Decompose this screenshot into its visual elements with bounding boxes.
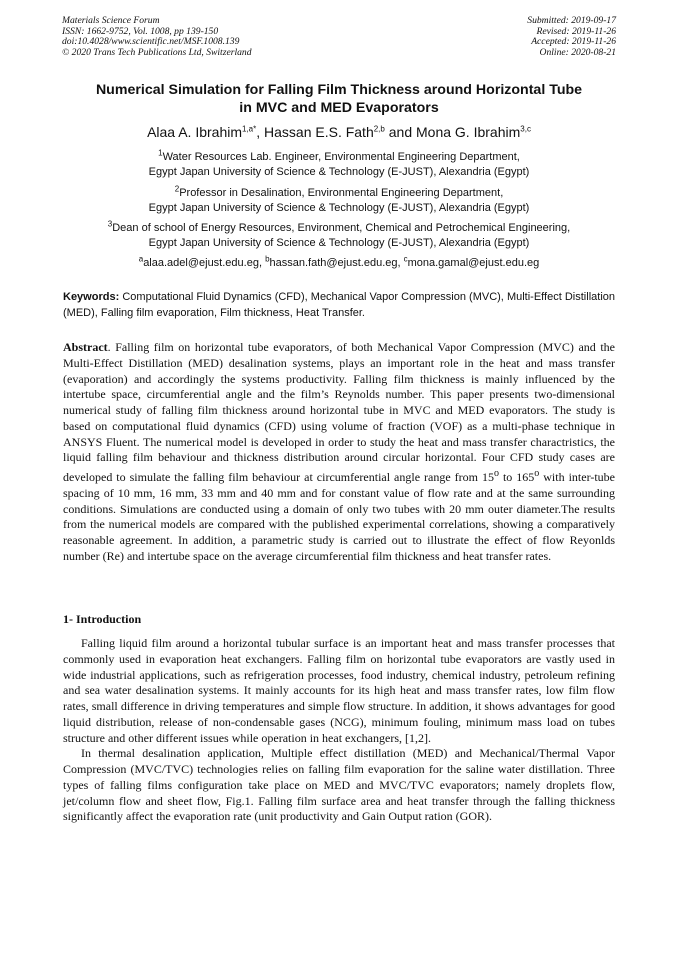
intro-paragraph-1: Falling liquid film around a horizontal tubular surface is an important heat and mass transfer processes that commonly used in evaporation heat exchangers. Falling film on horizontal tube evaporators are vastly used in wide industrial applications, such as refrigeration processes, food industry, chemical industry, petroleum refining and sea water desalination systems. It mainly accounts for its high heat and mass transfer rates, low film flow rates, small difference in driving temperatures and simple flow structure. In addition, it shows advantages for good liquid distribution, release of non-condensable gases (NCG), minimum fouling, minimum mass load on tubes structure and other different issues while operation in heat exchangers, [1,2]. (63, 636, 615, 745)
author-3-sup: 3,c (520, 124, 531, 134)
email-2: hassan.fath@ejust.edu.eg, (269, 257, 404, 269)
date-revised: Revised: 2019-11-26 (536, 25, 616, 37)
abstract-paragraph (63, 340, 615, 565)
journal-name: Materials Science Forum (62, 15, 160, 26)
affiliation-2-line-1: Professor in Desalination, Environmental Engineering Department, (179, 187, 504, 199)
author-separator: and (384, 124, 416, 140)
affiliation-3-sup: 3 (107, 219, 113, 229)
affiliation-1-line-1: Water Resources Lab. Engineer, Environmental Engineering Department, (162, 151, 520, 163)
journal-copyright: © 2020 Trans Tech Publications Ltd, Switzerland (62, 46, 252, 58)
author-1-sup: 1,a* (242, 124, 257, 134)
submission-dates (527, 16, 616, 58)
title-line-2: in MVC and MED Evaporators (239, 100, 439, 116)
title-line-1: Numerical Simulation for Falling Film Thickness around Horizontal Tube (95, 82, 583, 98)
email-3: mona.gamal@ejust.edu.eg (407, 257, 540, 269)
affiliation-2-line-2: Egypt Japan University of Science & Technology (E-JUST), Alexandria (Egypt) (148, 201, 530, 214)
keywords (63, 290, 615, 321)
affiliation-3 (40, 221, 638, 250)
author-2-name: Hassan E.S. Fath (264, 124, 374, 140)
keywords-label: Keywords: (63, 291, 120, 303)
section-heading-introduction: 1- Introduction (63, 612, 142, 626)
author-emails (40, 256, 638, 270)
introduction (63, 636, 615, 825)
affiliation-1-line-2: Egypt Japan University of Science & Technology (E-JUST), Alexandria (Egypt) (148, 165, 530, 178)
degree-sup-2: o (534, 468, 540, 479)
author-1-name: Alaa A. Ibrahim (147, 124, 242, 140)
paper-title (55, 81, 623, 117)
email-1-sup: a (138, 254, 144, 264)
date-online: Online: 2020-08-21 (539, 46, 616, 58)
affiliation-2-sup: 2 (174, 184, 180, 194)
keywords-text: Computational Fluid Dynamics (CFD), Mechanical Vapor Compression (MVC), Multi-Effect Distillation (MED), Falling film evaporation, Film thickness, Heat Transfer. (63, 291, 615, 319)
author-separator: , (256, 124, 265, 140)
affiliation-3-line-2: Egypt Japan University of Science & Technology (E-JUST), Alexandria (Egypt) (148, 236, 530, 249)
degree-sup-1: o (493, 468, 499, 479)
affiliation-1-sup: 1 (158, 148, 163, 158)
affiliation-2 (40, 186, 638, 215)
journal-info (62, 16, 252, 58)
intro-paragraph-2: In thermal desalination application, Multiple effect distillation (MED) and Mechanical/Thermal Vapor Compression (MVC/TVC) technologies relies on falling film evaporation for the saline water distillation. Three types of falling films configuration take place on MED and MVC/TVC evaporators; namely droplets flow, jet/column flow and sheet flow, Fig.1. Falling film surface area and heat transfer through the falling thickness significantly affect the evaporation rate (unit productivity and Gain Output ration (GOR). (63, 746, 615, 824)
affiliation-1 (40, 150, 638, 179)
abstract-text-2: to 165 (498, 470, 535, 484)
date-accepted: Accepted: 2019-11-26 (531, 36, 616, 48)
author-2-sup: 2,b (373, 124, 385, 134)
author-list (40, 124, 638, 141)
abstract-label: Abstract (63, 340, 108, 354)
author-3-name: Mona G. Ibrahim (416, 124, 521, 140)
affiliation-3-line-1: Dean of school of Energy Resources, Environment, Chemical and Petrochemical Engineering, (112, 222, 571, 234)
abstract-text-3: with inter-tube spacing of 10 mm, 16 mm, 33 mm and 40 mm and for constant value of flow rate and at the same surrounding conditions. Simulations are conducted using a domain of only two tubes with 20 mm outer diameter.The results from the numerical models are compared with the published experimental correlations, showing a comparatively reasonable agreement. In addition, a parametric study is carried out to illustrate the effect of flow Reyonlds number (Re) and intertube space on the average circumferential film thickness and heat transfer rates. (63, 470, 615, 563)
abstract (63, 340, 615, 565)
date-submitted: Submitted: 2019-09-17 (527, 15, 616, 26)
journal-doi: doi:10.4028/www.scientific.net/MSF.1008.139 (62, 36, 240, 48)
abstract-text-1: . Falling film on horizontal tube evaporators, of both Mechanical Vapor Compression (MVC) and the Multi-Effect Distillation (MED) desalination systems, plays an important role in the heat and mass transfer (evaporation) and accordingly the systems productivity. Falling film thickness is mainly influenced by the intertube space, circumferential angle and the film’s Reynolds number. This paper presents two-dimensional numerical study of falling film thickness around horizontal tube in MVC and MED evaporators. The study is based on computational fluid dynamics (CFD) using volume of fraction (VOF) as a multi-phase technique in ANSYS Fluent. The numerical model is developed in order to study the heat and mass transfer charactristics, the liquid falling film behaviour and thickness distribution around circular horizontal. Four CFD study cases are developed to simulate the falling film behaviour at circumferential angle range from 15 (63, 340, 615, 484)
email-2-sup: b (265, 254, 270, 264)
journal-issn: ISSN: 1662-9752, Vol. 1008, pp 139-150 (62, 25, 219, 37)
email-3-sup: c (403, 254, 408, 264)
email-1: alaa.adel@ejust.edu.eg, (143, 257, 266, 269)
